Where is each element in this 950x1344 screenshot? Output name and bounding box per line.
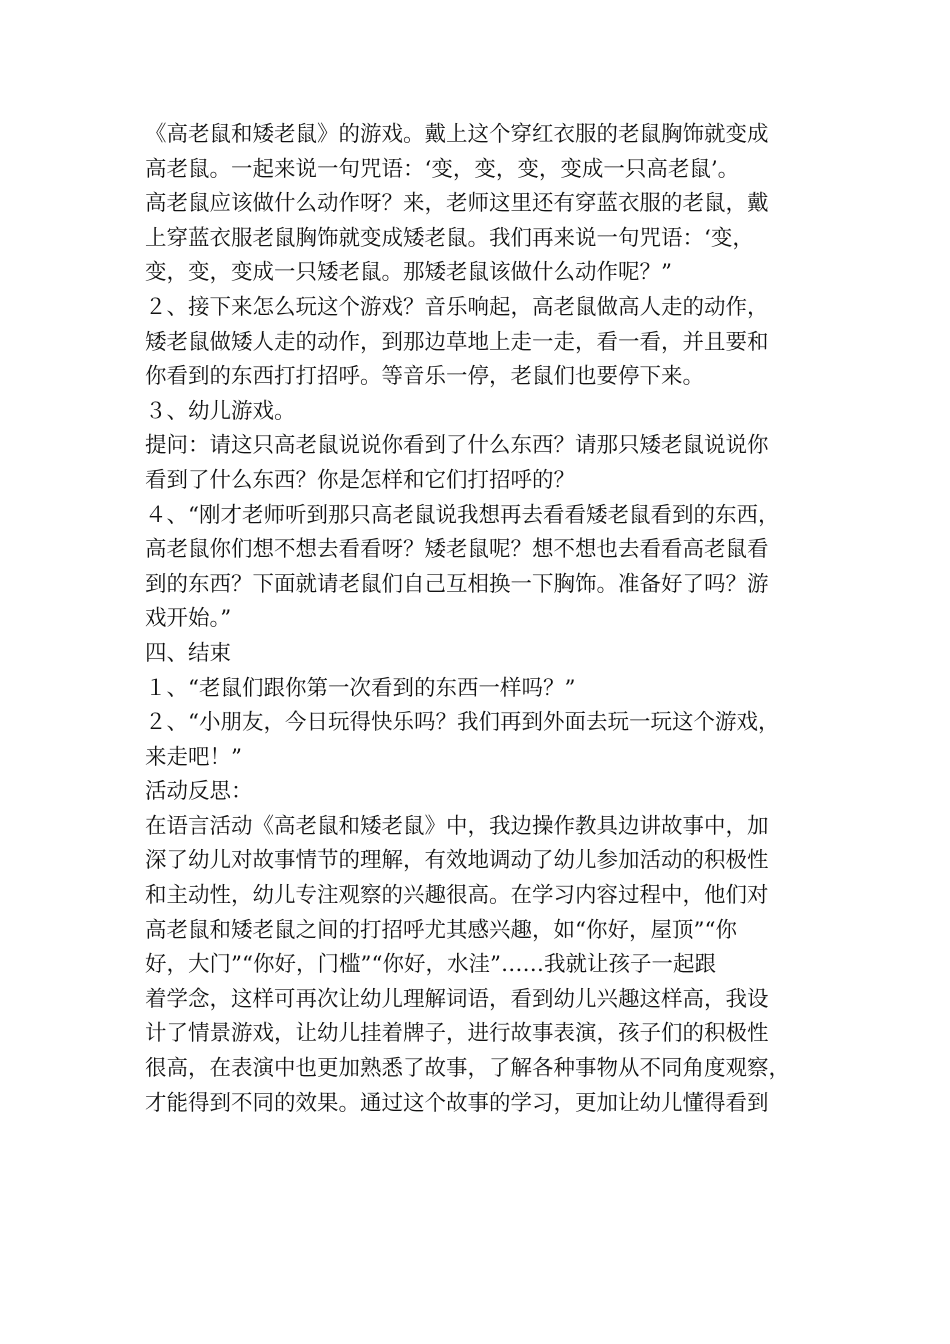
text-line: 高老鼠你们想不想去看看呀？矮老鼠呢？想不想也去看看高老鼠看 [145,537,769,563]
text-line: １、“老鼠们跟你第一次看到的东西一样吗？” [145,675,576,701]
text-line: 上穿蓝衣服老鼠胸饰就变成矮老鼠。我们再来说一句咒语：‘变， [145,225,754,251]
text-line: 看到了什么东西？你是怎样和它们打招呼的？ [145,467,576,493]
text-line: 着学念，这样可再次让幼儿理解词语，看到幼儿兴趣这样高，我设 [145,986,769,1012]
text-line: ４、“刚才老师听到那只高老鼠说我想再去看看矮老鼠看到的东西， [145,502,780,528]
text-line: 计了情景游戏，让幼儿挂着牌子，进行故事表演，孩子们的积极性 [145,1021,769,1047]
text-line: 矮老鼠做矮人走的动作，到那边草地上走一走，看一看，并且要和 [145,329,769,355]
section-heading: 四、结束 [145,640,232,666]
text-line: 到的东西？下面就请老鼠们自己互相换一下胸饰。准备好了吗？游 [145,571,769,597]
text-line: ３、幼儿游戏。 [145,398,296,424]
text-line: 《高老鼠和矮老鼠》的游戏。戴上这个穿红衣服的老鼠胸饰就变成 [145,122,769,147]
text-line: 提问：请这只高老鼠说说你看到了什么东西？请那只矮老鼠说说你 [145,433,769,459]
text-line: 和主动性，幼儿专注观察的兴趣很高。在学习内容过程中，他们对 [145,883,769,909]
text-line: 很高，在表演中也更加熟悉了故事，了解各种事物从不同角度观察， [145,1056,791,1082]
text-line: 高老鼠和矮老鼠之间的打招呼尤其感兴趣，如“你好，屋顶”“你 [145,917,737,943]
text-line: ２、接下来怎么玩这个游戏？音乐响起，高老鼠做高人走的动作， [145,294,769,320]
text-line: ２、“小朋友，今日玩得快乐吗？我们再到外面去玩一玩这个游戏， [145,710,780,736]
text-line: 高老鼠应该做什么动作呀？来，老师这里还有穿蓝衣服的老鼠，戴 [145,191,769,217]
text-line: 戏开始。” [145,606,232,632]
text-line: 好，大门”“你好，门槛”“你好，水洼”……我就让孩子一起跟 [145,952,716,978]
text-line: 你看到的东西打打招呼。等音乐一停，老鼠们也要停下来。 [145,364,705,390]
text-line: 在语言活动《高老鼠和矮老鼠》中，我边操作教具边讲故事中，加 [145,813,769,839]
text-line: 变，变，变成一只矮老鼠。那矮老鼠该做什么动作呢？” [145,260,672,286]
text-line: 高老鼠。一起来说一句咒语：‘变，变，变，变成一只高老鼠’。 [145,156,740,182]
text-line: 深了幼儿对故事情节的理解，有效地调动了幼儿参加活动的积极性 [145,848,769,874]
document-body [145,118,825,1121]
section-heading: 活动反思： [145,779,253,805]
text-line: 来走吧！” [145,744,242,770]
text-line: 才能得到不同的效果。通过这个故事的学习，更加让幼儿懂得看到 [145,1090,769,1116]
